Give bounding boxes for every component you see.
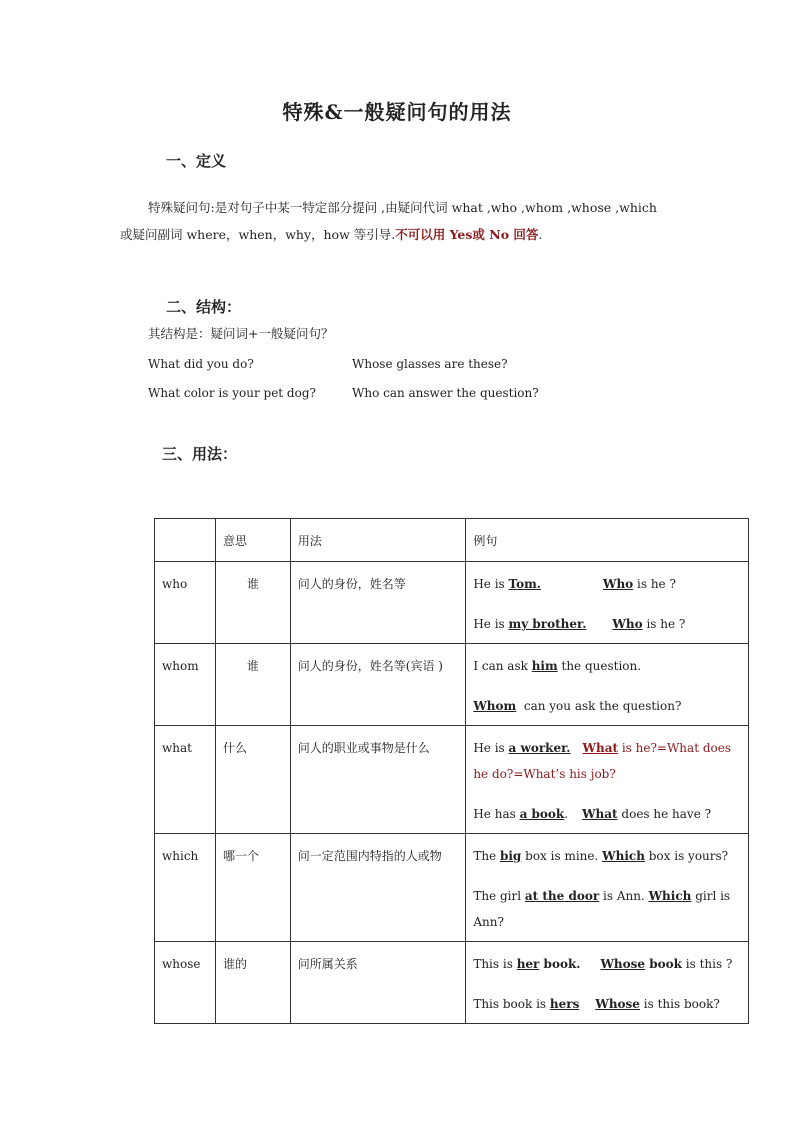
structure-example: Whose glasses are these? <box>352 357 508 371</box>
usage-cell: 问人的身份，姓名等(宾语 ) <box>290 644 466 726</box>
header-cell: 用法 <box>290 519 466 562</box>
definition-line-2 <box>120 226 542 244</box>
meaning-cell: 什么 <box>215 726 290 834</box>
word-cell: whom <box>155 644 216 726</box>
word-cell: whose <box>155 942 216 1024</box>
header-cell: 例句 <box>466 519 749 562</box>
structure-example: Who can answer the question? <box>352 386 539 400</box>
section-heading-definition: 一、定义 <box>166 152 227 170</box>
section-heading-usage: 三、用法： <box>162 445 238 463</box>
table-header-row <box>155 519 749 562</box>
usage-cell: 问一定范围内特指的人或物 <box>290 834 466 942</box>
example-sentence: I can ask him the question. <box>473 659 642 673</box>
example-sentence: He is my brother. Who is he ? <box>473 617 686 631</box>
table-row <box>155 834 749 942</box>
definition-line-1: 特殊疑问句:是对句子中某一特定部分提问 ,由疑问代词 what ,who ,whom ,whose ,which <box>148 200 657 215</box>
example-sentence: He is Tom. Who is he ? <box>473 577 676 591</box>
example-cell <box>466 942 749 1024</box>
header-cell: 意思 <box>215 519 290 562</box>
example-cell <box>466 726 749 834</box>
example-sentence: He is a worker. What is he?=What does he do?=What’s his job? <box>473 741 731 781</box>
structure-example: What did you do? <box>148 357 254 371</box>
example-sentence: This is her book. Whose book is this ? <box>473 957 733 971</box>
example-sentence: This book is hers Whose is this book? <box>473 997 720 1011</box>
definition-period: . <box>538 227 543 242</box>
usage-cell: 问人的身份，姓名等 <box>290 562 466 644</box>
example-cell <box>466 834 749 942</box>
meaning-cell: 哪一个 <box>215 834 290 942</box>
structure-intro: 其结构是：疑问词+一般疑问句？ <box>148 326 334 341</box>
usage-cell: 问所属关系 <box>290 942 466 1024</box>
example-sentence: He has a book. What does he have ? <box>473 807 712 821</box>
meaning-cell: 谁的 <box>215 942 290 1024</box>
usage-table <box>154 518 749 1024</box>
meaning-cell: 谁 <box>215 644 290 726</box>
definition-line-2-text: 或疑问副词 where，when，why，how 等引导. <box>120 227 396 242</box>
table-row <box>155 942 749 1024</box>
example-sentence: The big box is mine. Which box is yours? <box>473 849 729 863</box>
word-cell: which <box>155 834 216 942</box>
section-heading-structure: 二、结构： <box>166 298 242 316</box>
word-cell: who <box>155 562 216 644</box>
table-row <box>155 726 749 834</box>
structure-example: What color is your pet dog? <box>148 386 316 400</box>
example-sentence: Whom can you ask the question? <box>473 699 682 713</box>
word-cell: what <box>155 726 216 834</box>
example-sentence: The girl at the door is Ann. Which girl is Ann? <box>473 889 731 929</box>
table-row <box>155 644 749 726</box>
example-cell <box>466 562 749 644</box>
header-cell <box>155 519 216 562</box>
meaning-cell: 谁 <box>215 562 290 644</box>
example-cell <box>466 644 749 726</box>
page-title: 特殊&一般疑问句的用法 <box>282 100 512 124</box>
definition-highlight: 不可以用 Yes或 No 回答 <box>395 227 539 242</box>
table-row <box>155 562 749 644</box>
usage-cell: 问人的职业或事物是什么 <box>290 726 466 834</box>
